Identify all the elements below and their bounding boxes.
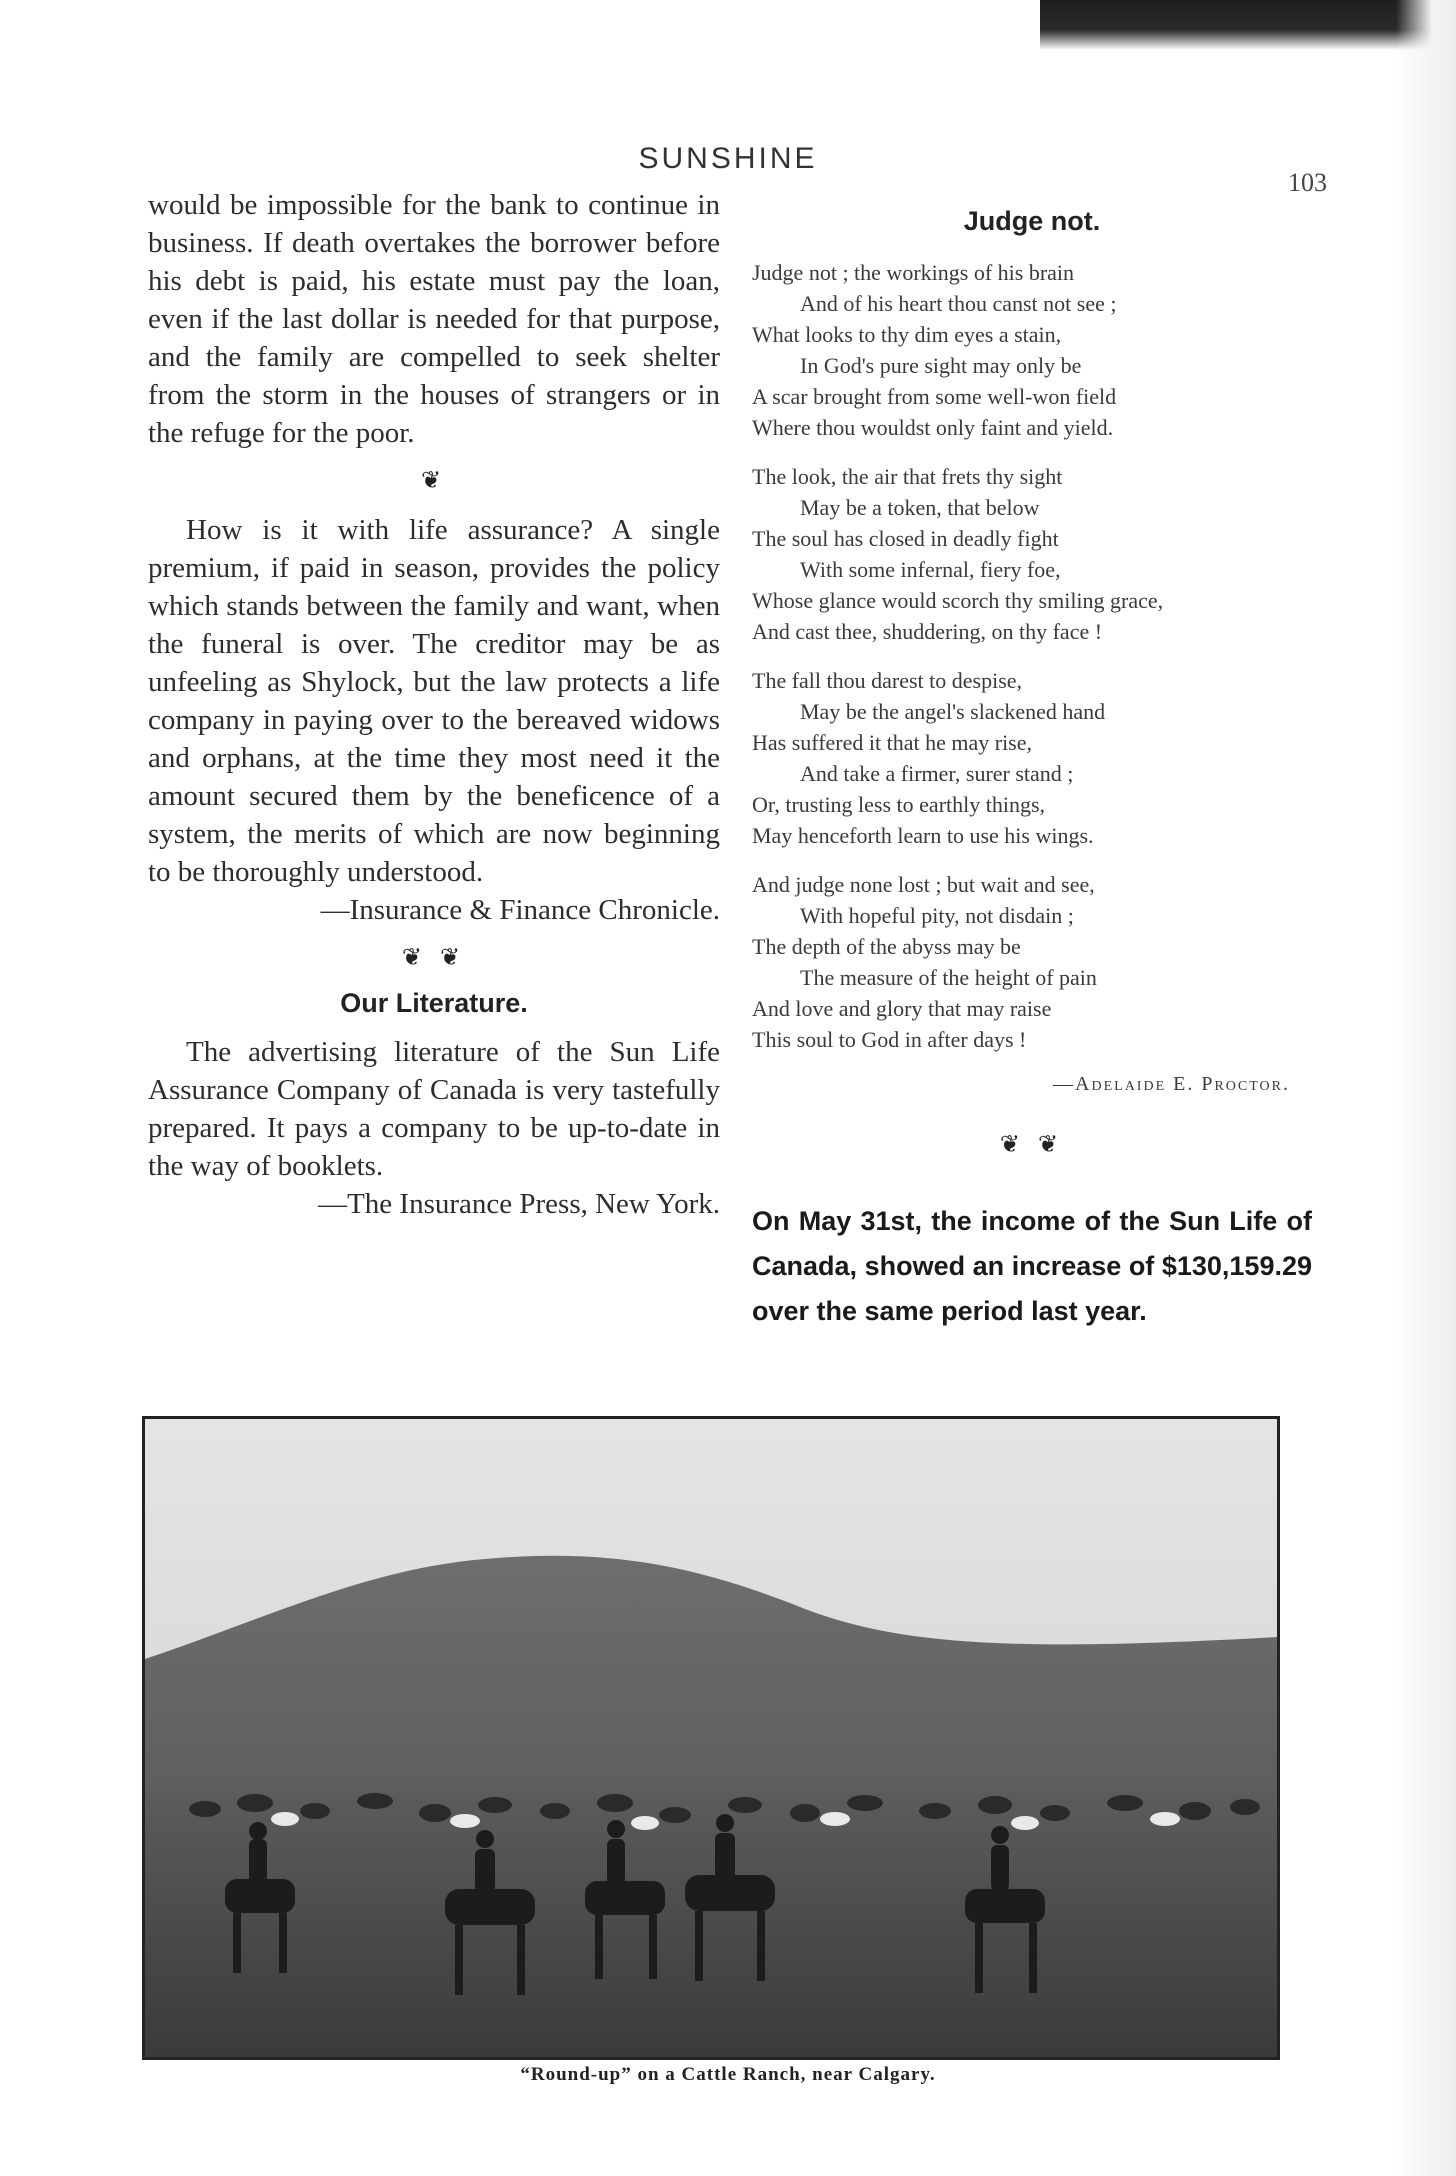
poem-stanza	[752, 461, 1312, 647]
poem-line: Has suffered it that he may rise,	[752, 730, 1033, 755]
poem-line: This soul to God in after days !	[752, 1027, 1027, 1052]
poem-line: The look, the air that frets thy sight	[752, 464, 1063, 489]
poem-title: Judge not.	[963, 206, 1101, 236]
poem-line: The fall thou darest to despise,	[752, 668, 1023, 693]
poem-line: What looks to thy dim eyes a stain,	[752, 322, 1062, 347]
poem-line: The soul has closed in deadly fight	[752, 526, 1059, 551]
right-column	[752, 206, 1312, 1334]
attribution-insurance-finance-chronicle: —Insurance & Finance Chronicle.	[320, 894, 720, 926]
income-notice: On May 31st, the income of the Sun Life of Canada, showed an increase of $130,159.29 over the same period last year.	[752, 1206, 1312, 1326]
ranch-photograph	[142, 1416, 1280, 2060]
poem-line: May be the angel's slackened hand	[800, 699, 1106, 724]
poem-line: With hopeful pity, not disdain ;	[800, 903, 1074, 928]
paragraph-bank-loan: would be impossible for the bank to continue in business. If death overtakes the borrower before his debt is paid, his estate must pay the loan, even if the last dollar is needed for that purpose, and the family are compelled to seek shelter from the storm in the houses of strangers or in the refuge for the poor.	[148, 189, 720, 449]
ornament-single: ❦	[420, 468, 448, 494]
ornament-double-right: ❦ ❦	[999, 1132, 1065, 1158]
poem-line: The depth of the abyss may be	[752, 934, 1021, 959]
poem-line: May henceforth learn to use his wings.	[752, 823, 1094, 848]
poem-stanza	[752, 257, 1312, 443]
paragraph-life-assurance: How is it with life assurance? A single premium, if paid in season, provides the policy which stands between the family and want, when the funeral is over. The creditor may be as unfeeling as Shylock, but the law protects a life company in paying over to the bereaved widows and orphans, at the time they most need it the amount secured them by the beneficence of a system, the merits of which are now beginning to be thoroughly understood.	[148, 514, 720, 888]
poem-line: With some infernal, fiery foe,	[800, 557, 1061, 582]
page-number: 103	[1288, 168, 1327, 197]
poem-line: The measure of the height of pain	[800, 965, 1097, 990]
poem-stanza	[752, 665, 1312, 851]
photo-caption: “Round-up” on a Cattle Ranch, near Calgary.	[520, 2064, 936, 2085]
poem-line: And of his heart thou canst not see ;	[800, 291, 1117, 316]
poem-line: May be a token, that below	[800, 495, 1040, 520]
running-head-title: SUNSHINE	[638, 142, 818, 175]
poem-line: And love and glory that may raise	[752, 996, 1052, 1021]
poem-line: Whose glance would scorch thy smiling grace,	[752, 588, 1164, 613]
poem-line: Or, trusting less to earthly things,	[752, 792, 1046, 817]
scan-border-top	[1040, 0, 1456, 50]
ornament-double: ❦ ❦	[401, 945, 467, 971]
left-column	[148, 186, 720, 1223]
poem-line: And cast thee, shuddering, on thy face !	[752, 619, 1103, 644]
poem-author: —Adelaide E. Proctor.	[1053, 1073, 1290, 1095]
attribution-insurance-press: —The Insurance Press, New York.	[318, 1188, 720, 1220]
scan-border-right	[1396, 0, 1456, 2176]
section-heading-our-literature: Our Literature.	[340, 988, 528, 1018]
poem-line: And judge none lost ; but wait and see,	[752, 872, 1095, 897]
poem-line: Where thou wouldst only faint and yield.	[752, 415, 1114, 440]
poem-line: A scar brought from some well-won field	[752, 384, 1117, 409]
paragraph-advertising-literature: The advertising literature of the Sun Life Assurance Company of Canada is very tastefully prepared. It pays a company to be up-to-date in the way of booklets.	[148, 1036, 720, 1182]
poem-line: And take a firmer, surer stand ;	[800, 761, 1074, 786]
poem-line: In God's pure sight may only be	[800, 353, 1082, 378]
poem-stanza	[752, 869, 1312, 1055]
poem-line: Judge not ; the workings of his brain	[752, 260, 1075, 285]
pasture	[145, 1789, 1277, 2057]
ranch-photo-illustration	[145, 1419, 1277, 2057]
